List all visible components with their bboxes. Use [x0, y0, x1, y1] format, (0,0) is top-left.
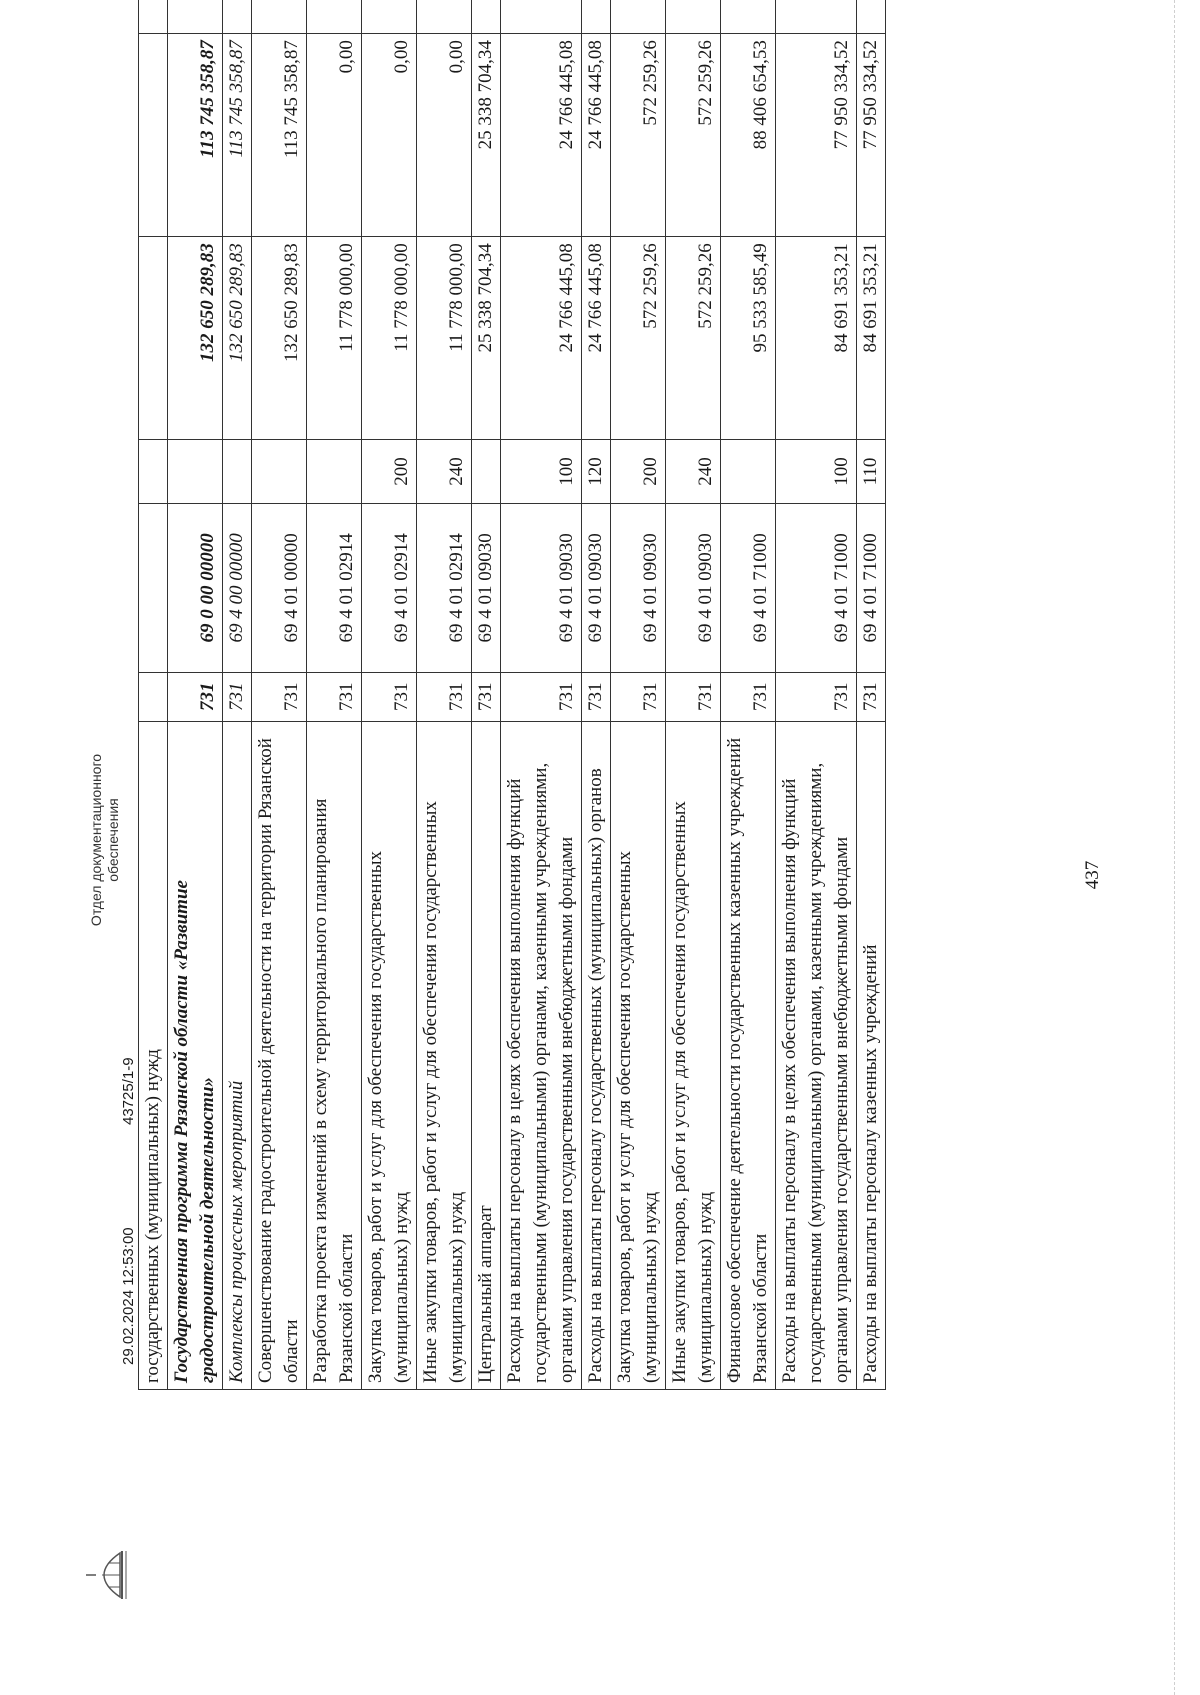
- cell-s1: 24 766 445,08: [501, 237, 582, 440]
- cell-gr: 731: [776, 672, 857, 721]
- scan-edge: [1174, 0, 1175, 1695]
- cell-vr: 200: [362, 440, 417, 503]
- cell-gr: [139, 672, 168, 721]
- cell-code: 69 4 01 02914: [417, 503, 472, 672]
- cell-code: 69 4 01 09030: [472, 503, 501, 672]
- cell-code: 69 4 01 00000: [252, 503, 307, 672]
- cell-code: 69 4 01 09030: [582, 503, 611, 672]
- cell-s2: 0,00: [362, 34, 417, 237]
- cell-s1: 95 533 585,49: [721, 237, 776, 440]
- cell-s1: 11 778 000,00: [417, 237, 472, 440]
- cell-gr: 731: [501, 672, 582, 721]
- cell-s3: [472, 0, 501, 34]
- cell-gr: 731: [472, 672, 501, 721]
- cell-gr: 731: [666, 672, 721, 721]
- cell-s3: [721, 0, 776, 34]
- cell-s2: 24 766 445,08: [582, 34, 611, 237]
- cell-s2: 113 745 358,87: [168, 34, 223, 237]
- cell-s3: [611, 0, 666, 34]
- cell-name: Иные закупки товаров, работ и услуг для обеспечения государственных (муниципальных) нужд: [417, 721, 472, 1389]
- table-row: [472, 0, 501, 1390]
- stamp-line-1: Отдел документационного: [88, 753, 104, 927]
- cell-s2: 24 766 445,08: [501, 34, 582, 237]
- cell-name: Финансовое обеспечение деятельности государственных казенных учреждений Рязанской области: [721, 721, 776, 1389]
- cell-gr: 731: [582, 672, 611, 721]
- cell-vr: 120: [582, 440, 611, 503]
- footer-date: 29.02.2024 12:53:00: [120, 1227, 137, 1365]
- cell-name: Комплексы процессных мероприятий: [223, 721, 252, 1389]
- cell-code: 69 4 01 09030: [666, 503, 721, 672]
- cell-name: Закупка товаров, работ и услуг для обеспечения государственных (муниципальных) нужд: [362, 721, 417, 1389]
- cell-code: 69 4 01 71000: [721, 503, 776, 672]
- cell-vr: [168, 440, 223, 503]
- table-row: [223, 0, 252, 1390]
- cell-vr: [252, 440, 307, 503]
- cell-s2: [139, 34, 168, 237]
- cell-s2: 113 745 358,87: [223, 34, 252, 237]
- cell-gr: 731: [857, 672, 886, 721]
- cell-s3: [307, 0, 362, 34]
- cell-code: 69 0 00 00000: [168, 503, 223, 672]
- cell-s1: [139, 237, 168, 440]
- cell-s2: 77 950 334,52: [776, 34, 857, 237]
- budget-table-body: [139, 0, 886, 1390]
- cell-s3: [501, 0, 582, 34]
- cell-s1: 132 650 289,83: [168, 237, 223, 440]
- cell-s2: 113 745 358,87: [252, 34, 307, 237]
- cell-code: 69 4 01 02914: [307, 503, 362, 672]
- table-row: [168, 0, 223, 1390]
- cell-gr: 731: [223, 672, 252, 721]
- table-row: [582, 0, 611, 1390]
- cell-s2: 25 338 704,34: [472, 34, 501, 237]
- cell-code: 69 4 01 71000: [776, 503, 857, 672]
- cell-s2: 572 259,26: [666, 34, 721, 237]
- cell-name: Иные закупки товаров, работ и услуг для обеспечения государственных (муниципальных) нужд: [666, 721, 721, 1389]
- cell-s3: [417, 0, 472, 34]
- table-row: [252, 0, 307, 1390]
- cell-s2: 0,00: [417, 34, 472, 237]
- cell-gr: 731: [307, 672, 362, 721]
- cell-name: Расходы на выплаты персоналу казенных учреждений: [857, 721, 886, 1389]
- cell-s3: [223, 0, 252, 34]
- cell-vr: 200: [611, 440, 666, 503]
- page-number: 437: [1082, 860, 1103, 890]
- cell-s3: [582, 0, 611, 34]
- cell-s3: [666, 0, 721, 34]
- cell-name: Расходы на выплаты персоналу государственных (муниципальных) органов: [582, 721, 611, 1389]
- cell-code: [139, 503, 168, 672]
- cell-code: 69 4 01 02914: [362, 503, 417, 672]
- table-row: [666, 0, 721, 1390]
- cell-name: государственных (муниципальных) нужд: [139, 721, 168, 1389]
- cell-vr: [307, 440, 362, 503]
- cell-vr: 240: [666, 440, 721, 503]
- cell-s1: 84 691 353,21: [776, 237, 857, 440]
- table-row: [611, 0, 666, 1390]
- table-row: [139, 0, 168, 1390]
- cell-vr: [721, 440, 776, 503]
- emblem-icon: [80, 1545, 130, 1605]
- budget-table: [138, 0, 886, 1390]
- cell-s3: [168, 0, 223, 34]
- cell-vr: [472, 440, 501, 503]
- cell-s3: [776, 0, 857, 34]
- cell-name: Центральный аппарат: [472, 721, 501, 1389]
- cell-gr: 731: [721, 672, 776, 721]
- footer-document-number: 43725/1-9: [120, 1057, 137, 1125]
- cell-s1: 25 338 704,34: [472, 237, 501, 440]
- cell-s1: 11 778 000,00: [362, 237, 417, 440]
- cell-code: 69 4 01 09030: [501, 503, 582, 672]
- cell-s1: 132 650 289,83: [252, 237, 307, 440]
- cell-vr: 100: [501, 440, 582, 503]
- cell-s3: [362, 0, 417, 34]
- cell-s2: 0,00: [307, 34, 362, 237]
- cell-s2: 88 406 654,53: [721, 34, 776, 237]
- table-row: [307, 0, 362, 1390]
- cell-s3: [139, 0, 168, 34]
- cell-name: Государственная программа Рязанской области «Развитие градостроительной деятельности»: [168, 721, 223, 1389]
- cell-s1: 84 691 353,21: [857, 237, 886, 440]
- cell-s1: 572 259,26: [611, 237, 666, 440]
- department-stamp: [88, 745, 122, 935]
- cell-name: Совершенствование градостроительной деятельности на территории Рязанской области: [252, 721, 307, 1389]
- cell-vr: [223, 440, 252, 503]
- cell-name: Расходы на выплаты персоналу в целях обеспечения выполнения функций государственными (муниципальными) органами, казенными учреждениями, органами управления государственными внебюджетными фондами: [776, 721, 857, 1389]
- table-row: [721, 0, 776, 1390]
- cell-gr: 731: [362, 672, 417, 721]
- cell-vr: [139, 440, 168, 503]
- cell-vr: 240: [417, 440, 472, 503]
- cell-gr: 731: [252, 672, 307, 721]
- cell-s1: 572 259,26: [666, 237, 721, 440]
- table-row: [776, 0, 857, 1390]
- cell-gr: 731: [168, 672, 223, 721]
- cell-s2: 572 259,26: [611, 34, 666, 237]
- cell-vr: 100: [776, 440, 857, 503]
- table-row: [417, 0, 472, 1390]
- cell-s2: 77 950 334,52: [857, 34, 886, 237]
- cell-gr: 731: [611, 672, 666, 721]
- cell-code: 69 4 01 09030: [611, 503, 666, 672]
- cell-s3: [252, 0, 307, 34]
- cell-s1: 132 650 289,83: [223, 237, 252, 440]
- cell-code: 69 4 00 00000: [223, 503, 252, 672]
- cell-vr: 110: [857, 440, 886, 503]
- cell-name: Закупка товаров, работ и услуг для обеспечения государственных (муниципальных) нужд: [611, 721, 666, 1389]
- table-row: [362, 0, 417, 1390]
- table-row: [501, 0, 582, 1390]
- cell-s1: 11 778 000,00: [307, 237, 362, 440]
- cell-name: Расходы на выплаты персоналу в целях обеспечения выполнения функций государственными (муниципальными) органами, казенными учреждениями, органами управления государственными внебюджетными фондами: [501, 721, 582, 1389]
- cell-s3: [857, 0, 886, 34]
- cell-code: 69 4 01 71000: [857, 503, 886, 672]
- stamp-line-2: обеспечения: [105, 798, 121, 882]
- cell-s1: 24 766 445,08: [582, 237, 611, 440]
- table-row: [857, 0, 886, 1390]
- cell-gr: 731: [417, 672, 472, 721]
- cell-name: Разработка проекта изменений в схему территориального планирования Рязанской области: [307, 721, 362, 1389]
